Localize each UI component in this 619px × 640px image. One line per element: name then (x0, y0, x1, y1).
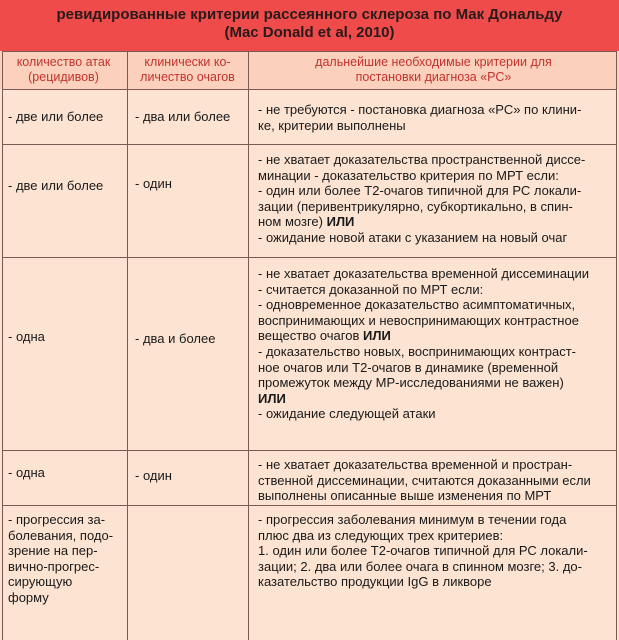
row5-attacks: - прогрессия за- болевания, подо- зрение на пер- вично-прогрес- сирующую форму (8, 512, 114, 605)
row4-attacks: - одна (8, 465, 45, 480)
row2-criteria: - не хватает доказательства пространственной диссе- минации - доказательство критерия по МРТ если: - один или более Т2-очагов типичной для РС локали- зации (перивентрикулярно, субкортикально, в спин- ном мозге) ИЛИ - ожидание новой атаки с указанием на новый очаг (258, 152, 586, 245)
row-divider (2, 505, 617, 506)
or-keyword: ИЛИ (258, 390, 286, 406)
row1-criteria: - не требуются - постановка диагноза «РС» по клини- ке, критерии выполнены (258, 102, 582, 133)
or-keyword: ИЛИ (326, 214, 355, 230)
header-criteria: дальнейшие необходимые критерии для постановки диагноза «РС» (315, 55, 552, 84)
column-divider-1 (127, 51, 128, 640)
row-divider (2, 257, 617, 258)
document-subtitle: (Mac Donald et al, 2010) (224, 24, 395, 41)
table-header-row (0, 51, 619, 89)
row2-attacks: - две или более (8, 178, 104, 193)
row3-criteria: - не хватает доказательства временной диссеминации - считается доказанной по МРТ если: - одновременное доказательство асимптоматичных, воспринимающих и невоспринимающих контрастное вещество очагов ИЛИ - доказательство новых, воспринимающих контраст- ное очагов или Т2-очагов в динамике (временной промежуток между МР-исследованиями не важен) ИЛИ - ожидание следующей атаки (258, 266, 590, 422)
row1-attacks: - две или более (8, 109, 104, 124)
header-attacks: количество атак (рецидивов) (16, 55, 111, 84)
column-divider-2 (248, 51, 249, 640)
title-band (0, 0, 619, 51)
row3-lesions: - два и более (135, 331, 216, 346)
row-divider (2, 89, 617, 90)
row3-attacks: - одна (8, 329, 45, 344)
row-divider (2, 144, 617, 145)
row4-criteria: - не хватает доказательства временной и простран- ственной диссеминации, считаются доказанными если выполнены описанные выше изменения по МРТ (258, 457, 591, 504)
document-title: ревидированные критерии рассеянного склероза по Мак Дональду (56, 6, 563, 23)
row1-lesions: - два или более (135, 109, 231, 124)
row4-lesions: - один (135, 468, 172, 483)
table-border-right (616, 51, 617, 640)
row5-criteria: - прогрессия заболевания минимум в течении года плюс два из следующих трех критериев: 1. один или более Т2-очагов типичной для РС локали- зации; 2. два или более очага в спинном мозге; 3. до- казательство продукции IgG в ликворе (258, 512, 588, 590)
header-lesions: клинически ко- личество очагов (140, 55, 235, 84)
or-keyword: ИЛИ (363, 328, 391, 344)
row-divider (2, 450, 617, 451)
row2-lesions: - один (135, 176, 172, 191)
row-divider (2, 51, 617, 52)
table-border-left (2, 51, 3, 640)
